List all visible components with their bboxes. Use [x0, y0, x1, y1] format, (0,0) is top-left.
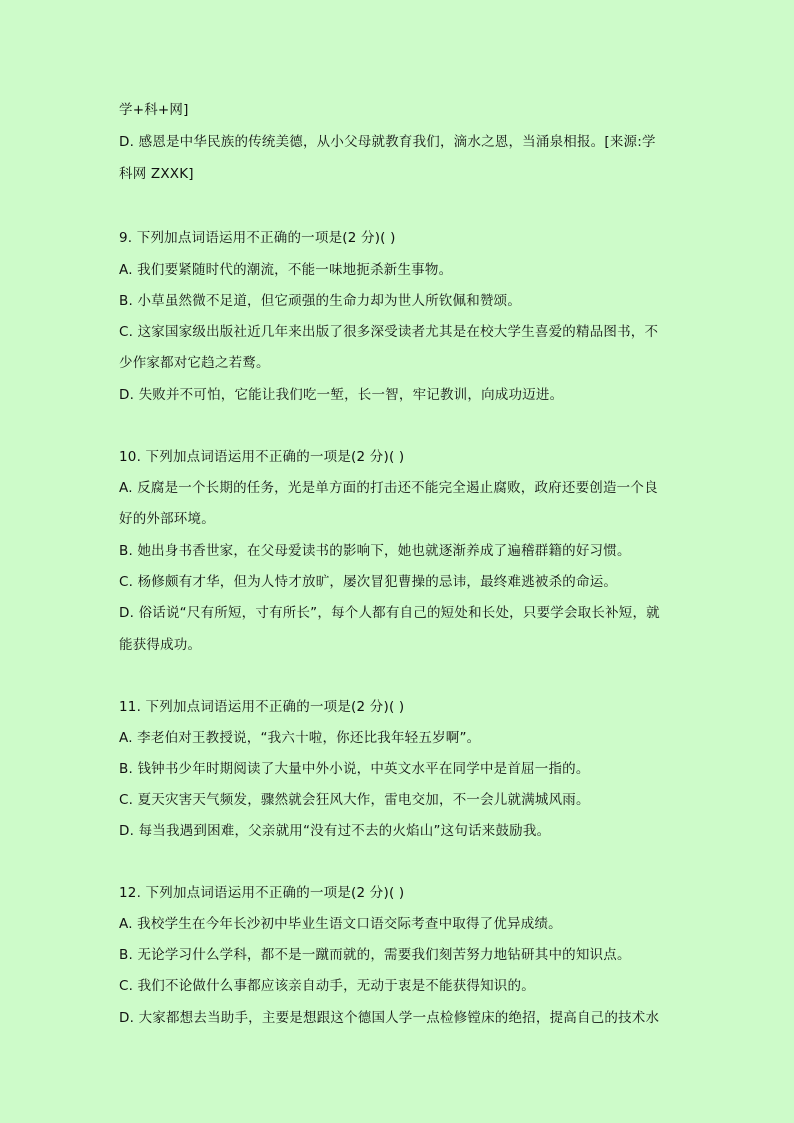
- text-line: 好的外部环境。: [119, 511, 215, 527]
- option-a-q10: A. 反腐是一个长期的任务，光是单方面的打击还不能完全遏止腐败，政府还要创造一个良: [119, 480, 658, 496]
- question-9-heading: 9. 下列加点词语运用不正确的一项是(2 分)( ): [119, 230, 396, 246]
- option-a-q11: A. 李老伯对王教授说，“我六十啦，你还比我年轻五岁啊”。: [119, 730, 481, 746]
- option-c-q12: C. 我们不论做什么事都应该亲自动手，无动于衷是不能获得知识的。: [119, 978, 535, 994]
- text-line: 能获得成功。: [119, 637, 202, 653]
- option-d-q8: D. 感恩是中华民族的传统美德，从小父母就教育我们，滴水之恩，当涌泉相报。[来源:学: [119, 134, 656, 150]
- option-d-q12: D. 大家都想去当助手，主要是想跟这个德国人学一点检修镗床的绝招，提高自己的技术水: [119, 1010, 660, 1026]
- option-b-q10: B. 她出身书香世家，在父母爱读书的影响下，她也就逐渐养成了遍稽群籍的好习惯。: [119, 543, 631, 559]
- option-b-q12: B. 无论学习什么学科，都不是一蹴而就的，需要我们刻苦努力地钻研其中的知识点。: [119, 947, 631, 963]
- question-11-heading: 11. 下列加点词语运用不正确的一项是(2 分)( ): [119, 699, 405, 715]
- option-a-q9: A. 我们要紧随时代的潮流，不能一味地扼杀新生事物。: [119, 262, 453, 278]
- option-c-q11: C. 夏天灾害天气频发，骤然就会狂风大作，雷电交加，不一会儿就满城风雨。: [119, 792, 590, 808]
- option-d-q9: D. 失败并不可怕，它能让我们吃一堑，长一智，牢记教训，向成功迈进。: [119, 387, 564, 403]
- option-b-q11: B. 钱钟书少年时期阅读了大量中外小说，中英文水平在同学中是首屈一指的。: [119, 761, 590, 777]
- option-d-q10: D. 俗话说“尺有所短，寸有所长”，每个人都有自己的短处和长处，只要学会取长补短，就: [119, 605, 660, 621]
- question-10-heading: 10. 下列加点词语运用不正确的一项是(2 分)( ): [119, 449, 405, 465]
- option-c-q10: C. 杨修颇有才华，但为人恃才放旷，屡次冒犯曹操的忌讳，最终难逃被杀的命运。: [119, 574, 618, 590]
- text-line: 学+科+网]: [119, 102, 189, 118]
- option-d-q11: D. 每当我遇到困难，父亲就用“没有过不去的火焰山”这句话来鼓励我。: [119, 823, 551, 839]
- text-line: 科网 ZXXK]: [119, 166, 194, 182]
- option-c-q9: C. 这家国家级出版社近几年来出版了很多深受读者尤其是在校大学生喜爱的精品图书，不: [119, 324, 659, 340]
- question-12-heading: 12. 下列加点词语运用不正确的一项是(2 分)( ): [119, 885, 405, 901]
- text-line: 少作家都对它趋之若鹜。: [119, 355, 270, 371]
- option-b-q9: B. 小草虽然微不足道，但它顽强的生命力却为世人所钦佩和赞颂。: [119, 293, 522, 309]
- option-a-q12: A. 我校学生在今年长沙初中毕业生语文口语交际考查中取得了优异成绩。: [119, 916, 562, 932]
